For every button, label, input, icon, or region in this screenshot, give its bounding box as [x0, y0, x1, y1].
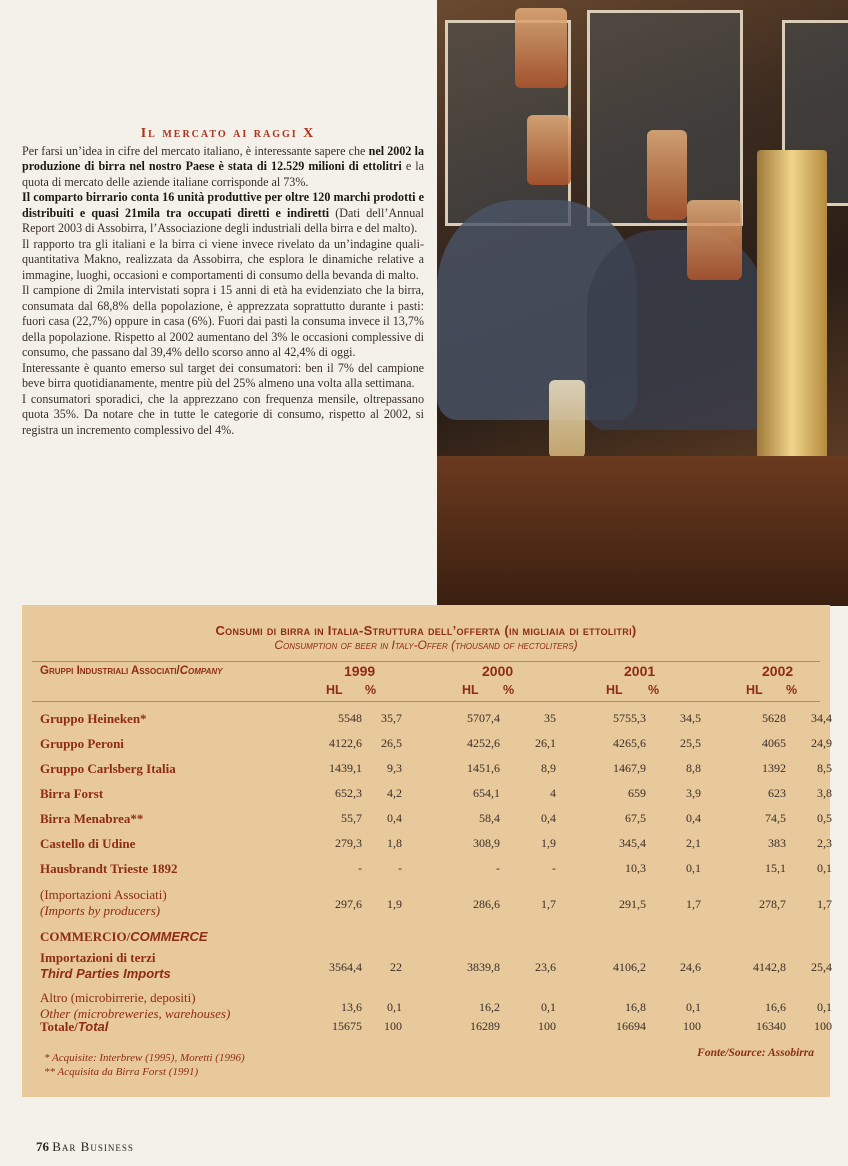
table-cell: 3564,4	[329, 960, 362, 974]
table-cell: 22	[390, 960, 402, 974]
table-cell: 623	[768, 786, 786, 800]
table-row-label	[40, 990, 230, 1022]
table-cell: 0,4	[541, 811, 556, 825]
table-row-label	[40, 929, 208, 945]
row-label-english: Other (microbreweries, warehouses)	[40, 1006, 231, 1021]
table-cell: 297,6	[335, 897, 362, 911]
table-cell: 5548	[338, 711, 362, 725]
article-paragraph-2: Il comparto birrario conta 16 unità produttive per oltre 120 marchi prodotti e distribuiti e quasi 21mila tra occupati diretti e indiretti (Dati dell’Annual Report 2003 di Assobirra, l’Associazione degli industriali della birra e del malto).	[22, 190, 424, 235]
hl-header: HL	[462, 683, 479, 697]
pct-header: %	[786, 683, 798, 697]
table-cell: 8,5	[817, 761, 832, 775]
row-label-text: Importazioni di terzi	[40, 950, 156, 965]
table-cell: 26,1	[535, 736, 556, 750]
footnote: * Acquisite: Interbrew (1995), Moretti (1996)	[44, 1052, 245, 1064]
row-label-text: Castello di Udine	[40, 836, 136, 851]
table-cell: 100	[683, 1019, 701, 1033]
table-cell: 25,4	[811, 960, 832, 974]
row-label-text: (Importazioni Associati)	[40, 887, 167, 902]
article-paragraph-3: Il rapporto tra gli italiani e la birra ci viene invece rivelato da un’indagine quali-quantitativa Makno, realizzata da Assobirra, che esplora le dinamiche relative a immagine, luoghi, occasioni e comportamenti di consumo della bevanda di malto.	[22, 236, 424, 282]
table-cell: 1467,9	[613, 761, 646, 775]
row-label-text: Altro (microbirrerie, depositi)	[40, 990, 196, 1005]
row-label-text: Hausbrandt Trieste 1892	[40, 861, 178, 876]
table-cell: 0,4	[686, 811, 701, 825]
row-label-text: Gruppo Peroni	[40, 736, 124, 751]
table-row-label	[40, 836, 135, 852]
pct-header: %	[365, 683, 377, 697]
photo-beer-toast	[437, 0, 848, 606]
table-cell: 34,5	[680, 711, 701, 725]
footnote: ** Acquisita da Birra Forst (1991)	[44, 1066, 199, 1078]
table-cell: -	[398, 861, 402, 875]
table-cell: 24,9	[811, 736, 832, 750]
table-cell: 8,9	[541, 761, 556, 775]
table-cell: 100	[538, 1019, 556, 1033]
beer-consumption-table	[22, 605, 830, 1097]
table-cell: 2,1	[686, 836, 701, 850]
row-label-text: Birra Menabrea**	[40, 811, 144, 826]
year-2001: 2001	[624, 663, 656, 679]
row-label-english: (Imports by producers)	[40, 903, 161, 918]
table-cell: 1,9	[387, 897, 402, 911]
table-cell: 5755,3	[613, 711, 646, 725]
table-title: Consumi di birra in Italia-Struttura dell’offerta (in migliaia di ettolitri)	[215, 623, 637, 638]
table-cell: 16,8	[625, 1000, 646, 1014]
table-cell: 1439,1	[329, 761, 362, 775]
table-cell: 1,9	[541, 836, 556, 850]
hl-header: HL	[606, 683, 623, 697]
article-paragraph-5: Interessante è quanto emerso sul target dei consumatori: ben il 7% del campione beve birra quotidianamente, mentre più del 25% almeno una volta alla settimana.	[22, 360, 424, 390]
table-cell: -	[496, 861, 500, 875]
table-cell: 23,6	[535, 960, 556, 974]
table-row-label	[40, 887, 167, 919]
table-cell: 9,3	[387, 761, 402, 775]
table-cell: 24,6	[680, 960, 701, 974]
row-label-text: Gruppo Heineken*	[40, 711, 147, 726]
table-cell: 3839,8	[467, 960, 500, 974]
table-cell: 58,4	[479, 811, 500, 825]
table-cell: 67,5	[625, 811, 646, 825]
table-cell: 654,1	[473, 786, 500, 800]
table-cell: 0,1	[686, 1000, 701, 1014]
pct-header: %	[648, 683, 660, 697]
table-cell: 8,8	[686, 761, 701, 775]
table-row-label	[40, 811, 143, 827]
table-cell: 0,1	[817, 861, 832, 875]
table-cell: 3,8	[817, 786, 832, 800]
year-2000: 2000	[482, 663, 514, 679]
table-cell: 0,1	[686, 861, 701, 875]
company-header: Gruppi Industriali Associati/Company	[40, 665, 223, 677]
table-cell: 34,4	[811, 711, 832, 725]
table-cell: -	[552, 861, 556, 875]
year-1999: 1999	[344, 663, 376, 679]
row-label-text: Birra Forst	[40, 786, 104, 801]
page-number: 76	[36, 1139, 49, 1154]
table-row-label	[40, 761, 176, 777]
table-cell: 4106,2	[613, 960, 646, 974]
table-cell: 659	[628, 786, 646, 800]
table-row-label	[40, 1019, 108, 1035]
hl-header: HL	[746, 683, 763, 697]
table-cell: 4,2	[387, 786, 402, 800]
table-cell: 286,6	[473, 897, 500, 911]
table-cell: -	[358, 861, 362, 875]
table-cell: 0,1	[387, 1000, 402, 1014]
table-cell: 308,9	[473, 836, 500, 850]
table-cell: 291,5	[619, 897, 646, 911]
article-paragraph-4: Il campione di 2mila intervistati sopra i 15 anni di età ha evidenziato che la birra, consumata dal 68,8% della popolazione, è apprezzata soprattutto durante i pasti: fuori casa (22,7%) oppure in casa (6%). Fuori dai pasti la consuma invece il 13,7% della popolazione. Rispetto al 2002 aumentano del 3% le occasioni complessive di consumo, che passano dal 39,4% dello scorso anno al 42,4% di oggi.	[22, 283, 424, 359]
table-cell: 10,3	[625, 861, 646, 875]
table-cell: 16289	[470, 1019, 500, 1033]
table-cell: 0,5	[817, 811, 832, 825]
table-cell: 279,3	[335, 836, 362, 850]
table-cell: 15,1	[765, 861, 786, 875]
table-cell: 74,5	[765, 811, 786, 825]
pct-header: %	[503, 683, 515, 697]
table-row-label	[40, 736, 124, 752]
divider	[32, 661, 820, 662]
divider	[32, 701, 820, 702]
table-cell: 4122,6	[329, 736, 362, 750]
table-cell: 1392	[762, 761, 786, 775]
table-cell: 345,4	[619, 836, 646, 850]
table-source: Fonte/Source: Assobirra	[697, 1047, 814, 1059]
table-cell: 16,6	[765, 1000, 786, 1014]
article-kicker: Il mercato ai raggi X	[140, 126, 316, 141]
magazine-name: Bar Business	[52, 1139, 134, 1154]
table-cell: 4252,6	[467, 736, 500, 750]
table-cell: 15675	[332, 1019, 362, 1033]
table-cell: 16694	[616, 1019, 646, 1033]
row-label-text: COMMERCIO/	[40, 929, 131, 944]
row-label-english: Third Parties Imports	[40, 966, 171, 981]
year-2002: 2002	[762, 663, 794, 679]
table-cell: 1,7	[817, 897, 832, 911]
table-row-label	[40, 950, 171, 981]
hl-header: HL	[326, 683, 343, 697]
table-cell: 1,8	[387, 836, 402, 850]
row-label-text: Gruppo Carlsberg Italia	[40, 761, 176, 776]
table-cell: 2,3	[817, 836, 832, 850]
table-row-label	[40, 711, 147, 727]
table-cell: 25,5	[680, 736, 701, 750]
show-through-text	[28, 58, 418, 96]
table-cell: 5707,4	[467, 711, 500, 725]
table-cell: 1,7	[541, 897, 556, 911]
table-cell: 100	[384, 1019, 402, 1033]
table-footnotes	[44, 1051, 245, 1079]
table-cell: 0,1	[817, 1000, 832, 1014]
table-cell: 35	[544, 711, 556, 725]
table-cell: 278,7	[759, 897, 786, 911]
article-paragraph-6: I consumatori sporadici, che la apprezzano con frequenza mensile, oltrepassano quota 35%. Da notare che in tutte le categorie di consumo, rispetto al 2002, si registra un incremento complessivo del 4%.	[22, 391, 424, 437]
table-cell: 55,7	[341, 811, 362, 825]
table-cell: 1451,6	[467, 761, 500, 775]
table-cell: 16340	[756, 1019, 786, 1033]
table-cell: 35,7	[381, 711, 402, 725]
article-column	[22, 126, 424, 438]
row-label-english: COMMERCE	[130, 929, 208, 944]
table-cell: 4265,6	[613, 736, 646, 750]
table-cell: 4142,8	[753, 960, 786, 974]
table-cell: 100	[814, 1019, 832, 1033]
table-cell: 3,9	[686, 786, 701, 800]
table-subtitle: Consumption of beer in Italy-Offer (thousand of hectoliters)	[274, 638, 578, 652]
page-folio	[36, 1139, 134, 1155]
table-cell: 16,2	[479, 1000, 500, 1014]
table-cell: 383	[768, 836, 786, 850]
table-cell: 4065	[762, 736, 786, 750]
table-cell: 652,3	[335, 786, 362, 800]
table-cell: 0,1	[541, 1000, 556, 1014]
table-row-label	[40, 786, 103, 802]
table-cell: 26,5	[381, 736, 402, 750]
table-cell: 5628	[762, 711, 786, 725]
table-row-label	[40, 861, 177, 877]
article-paragraph-1: Per farsi un’idea in cifre del mercato italiano, è interessante sapere che nel 2002 la produzione di birra nel nostro Paese è stata di 12.529 milioni di ettolitri e la quota di mercato delle aziende italiane corrisponde al 73%.	[22, 143, 424, 189]
table-cell: 1,7	[686, 897, 701, 911]
table-cell: 0,4	[387, 811, 402, 825]
row-label-text: Totale/	[40, 1019, 78, 1034]
table-cell: 13,6	[341, 1000, 362, 1014]
row-label-english: Total	[77, 1019, 109, 1034]
table-cell: 4	[550, 786, 556, 800]
